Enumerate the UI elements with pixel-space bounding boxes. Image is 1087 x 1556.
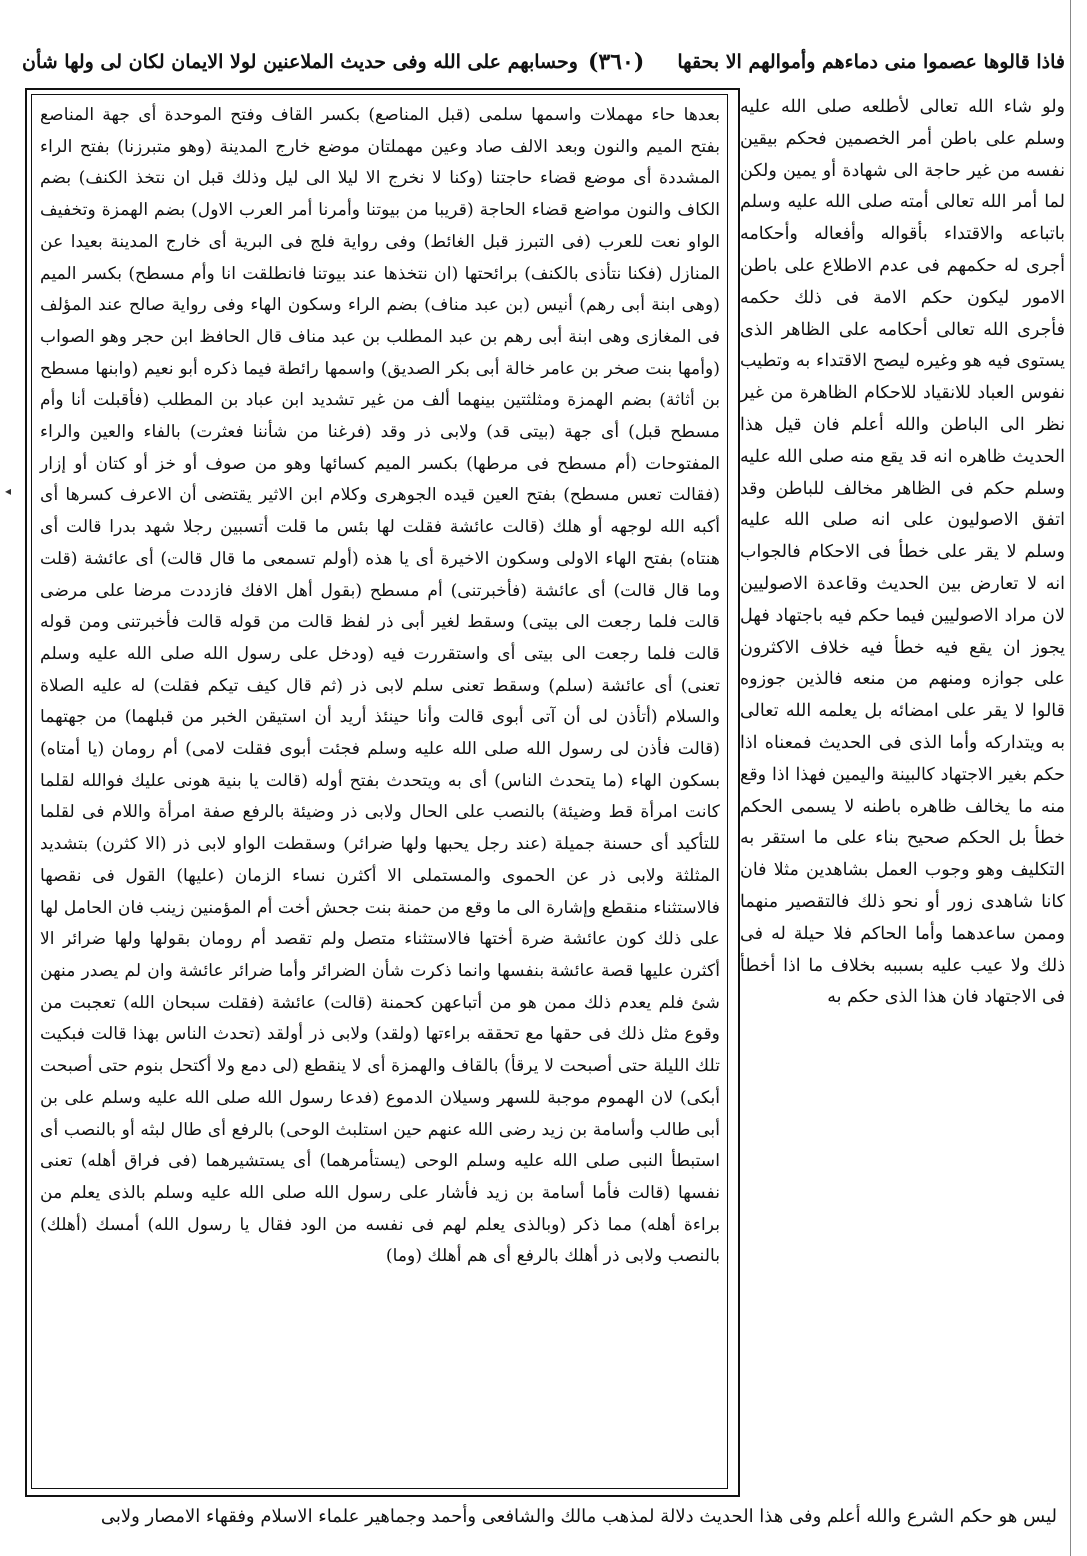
page-edge-line — [1070, 0, 1071, 1556]
bottom-continuation-line: ليس هو حكم الشرع والله أعلم وفى هذا الحديث دلالة لمذهب مالك والشافعى وأحمد وجماهير علماء الاسلام وفقهاء الامصار ولابى — [100, 1506, 1057, 1527]
header-text-right: فاذا قالوها عصموا منى دماءهم وأموالهم الا بحقها — [677, 51, 1065, 73]
main-paragraph: بعدها حاء مهملات واسمها سلمى (قبل المناصع) بكسر القاف وفتح الموحدة أى جهة المناصع بفتح الميم والنون وبعد الالف صاد وعين مهملتان موضع خارج المدينة (وهو متبرزنا) بفتح الراء المشددة أى موضع قضاء حاجتنا (وكنا لا نخرج الا ليلا الى ليل وذلك قبل ان نتخذ الكنف) بضم الكاف والنون مواضع قضاء الحاجة (قريبا من بيوتنا وأمرنا أمر العرب الاول) بضم الهمزة وتخفيف الواو نعت للعرب (فى التبرز قبل الغائط) وفى رواية فلج فى البرية أى خارج المدينة بعيدا عن المنازل (فكنا نتأذى بالكنف) برائحتها (ان نتخذها عند بيوتنا فانطلقت انا وأم مسطح) بكسر الميم (وهى ابنة أبى رهم) أنيس (بن عبد مناف) بضم الراء وسكون الهاء وفى رواية صالح عند المؤلف فى المغازى وهى ابنة أبى رهم بن عبد المطلب بن عبد مناف قال الحافظ ابن حجر وهو الصواب (وأمها بنت صخر بن عامر خالة أبى بكر الصديق) واسمها رائطة فيما ذكره أبو نعيم (وابنها مسطح بن أثاثة) بضم الهمزة ومثلثتين بينهما ألف من غير تشديد ابن عباد بن المطلب (فأقبلت أنا وأم مسطح قبل) أى جهة (بيتى قد) ولابى ذر وقد (فرغنا من شأننا فعثرت) بالفاء والعين والراء المفتوحات (أم مسطح فى مرطها) بكسر الميم كسائها وهو من صوف أو خز أو كتان أو إزار (فقالت تعس مسطح) بفتح العين قيده الجوهرى وكلام ابن الاثير يقتضى أن الاعرف كسرها أى أكبه الله لوجهه أو هلك (قالت عائشة فقلت لها بئس ما قلت أتسبين رجلا شهد بدرا قالت أى هنتاه) بفتح الهاء الاولى وسكون الاخيرة أى يا هذه (أولم تسمعى ما قال قالت) أى عائشة (قلت وما قال قالت) أى عائشة (فأخبرتنى) أم مسطح (بقول أهل الافك فازددت مرضا على مرضى قالت فلما رجعت الى بيتى) وسقط لغير أبى ذر لفظ قالت من قوله قالت فأخبرتنى ومن قوله قالت فلما رجعت الى بيتى أى واستقررت فيه (ودخل على رسول الله صلى الله عليه وسلم تعنى) أى عائشة (سلم) وسقط تعنى سلم لابى ذر (ثم قال كيف تيكم فقلت) له عليه الصلاة والسلام (أتأذن لى أن آتى أبوى قالت وأنا حينئذ أريد أن استيقن الخبر من قبلهما) من جهتهما (قالت فأذن لى رسول الله صلى الله عليه وسلم فجئت أبوى فقلت لامى) أم رومان (يا أمتاه) بسكون الهاء (ما يتحدث الناس) أى به ويتحدث بفتح أوله (قالت يا بنية هونى عليك فوالله لقلما كانت امرأة قط وضيئة) بالنصب على الحال ولابى ذر وضيئة بالرفع صفة امرأة واللام فى لقلما للتأكيد أى حسنة جميلة (عند رجل يحبها ولها ضرائر) وسقطت الواو لابى ذر (الا كثرن) بتشديد المثلثة ولابى ذر عن الحموى والمستملى الا أكثرن نساء الزمان (عليها) القول فى نقصها فالاستثناء منقطع وإشارة الى ما وقع من حمنة بنت جحش أخت أم المؤمنين زينب فان الحامل لها على ذلك كون عائشة ضرة أختها فالاستثناء متصل ولم تقصد أم رومان بقولها ولها ضرائر الا أكثرن عليها قصة عائشة بنفسها وانما ذكرت شأن الضرائر وأما ضرائر عائشة وان لم يصدر منهن شئ فلم يعدم ذلك ممن هو من أتباعهن كحمنة (قالت) عائشة (فقلت سبحان الله) تعجبت من وقوع مثل ذلك فى حقها مع تحققه براءتها (ولقد) ولابى ذر أولقد (تحدث الناس بهذا قالت فبكيت تلك الليلة حتى أصبحت لا يرقأ) بالقاف والهمزة أى لا ينقطع (لى دمع ولا أكتحل بنوم حتى أصبحت أبكى) لان الهموم موجبة للسهر وسيلان الدموع (فدعا رسول الله صلى الله عليه وسلم على بن أبى طالب وأسامة بن زيد رضى الله عنهم حين استلبث الوحى) بالرفع أى طال لبثه أو بالنصب أى استبطأ النبى صلى الله عليه وسلم الوحى (يستأمرهما) أى يستشيرهما (فى فراق أهله) تعنى نفسها (قالت فأما أسامة بن زيد فأشار على رسول الله صلى الله عليه وسلم بالذى يعلم من براءة أهله) مما ذكر (وبالذى يعلم لهم فى نفسه من الود فقال يا رسول الله) أمسك (أهلك) بالنصب ولابى ذر أهلك بالرفع أى هم أهلك (وما) — [40, 105, 721, 1267]
header-text-left: وحسابهم على الله وفى حديث الملاعنين لولا الايمان لكان لى ولها شأن — [22, 51, 578, 73]
margin-commentary-column — [740, 92, 1065, 1492]
main-commentary-text — [40, 100, 720, 1485]
page-number: (٣٦٠) — [587, 49, 645, 75]
running-header — [22, 40, 1065, 84]
margin-mark: ◂ — [5, 484, 12, 498]
margin-paragraph: ولو شاء الله تعالى لأطلعه صلى الله عليه وسلم على باطن أمر الخصمين فحكم بيقين نفسه من غير حاجة الى شهادة أو يمين ولكن لما أمر الله تعالى أمته صلى الله عليه وسلم باتباعه والاقتداء بأقواله وأفعاله وأحكامه أجرى له حكمهم فى عدم الاطلاع على باطن الامور ليكون حكم الامة فى ذلك حكمه فأجرى الله تعالى أحكامه على الظاهر الذى يستوى فيه هو وغيره ليصح الاقتداء به وتطيب نفوس العباد للانقياد للاحكام الظاهرة من غير نظر الى الباطن والله أعلم فان قيل هذا الحديث ظاهره انه قد يقع منه صلى الله عليه وسلم حكم فى الظاهر مخالف للباطن وقد اتفق الاصوليون على انه صلى الله عليه وسلم لا يقر على خطأ فى الاحكام فالجواب انه لا تعارض بين الحديث وقاعدة الاصوليين لان مراد الاصوليين فيما حكم فيه باجتهاد فهل يجوز ان يقع فيه خطأ فيه خلاف الاكثرون على جوازه ومنهم من منعه فالذين جوزوه قالوا لا يقر على امضائه بل يعلمه الله تعالى به ويتداركه وأما الذى فى الحديث فمعناه اذا حكم بغير الاجتهاد كالبينة واليمين فهذا اذا وقع منه ما يخالف ظاهره باطنه لا يسمى الحكم خطأ بل الحكم صحيح بناء على ما استقر به التكليف وهو وجوب العمل بشاهدين مثلا فان كانا شاهدى زور أو نحو ذلك فالتقصير منهما وممن ساعدهما وأما الحاكم فلا حيلة له فى ذلك ولا عيب عليه بسببه بخلاف ما اذا أخطأ فى الاجتهاد فان هذا الذى حكم به — [740, 97, 1065, 1008]
